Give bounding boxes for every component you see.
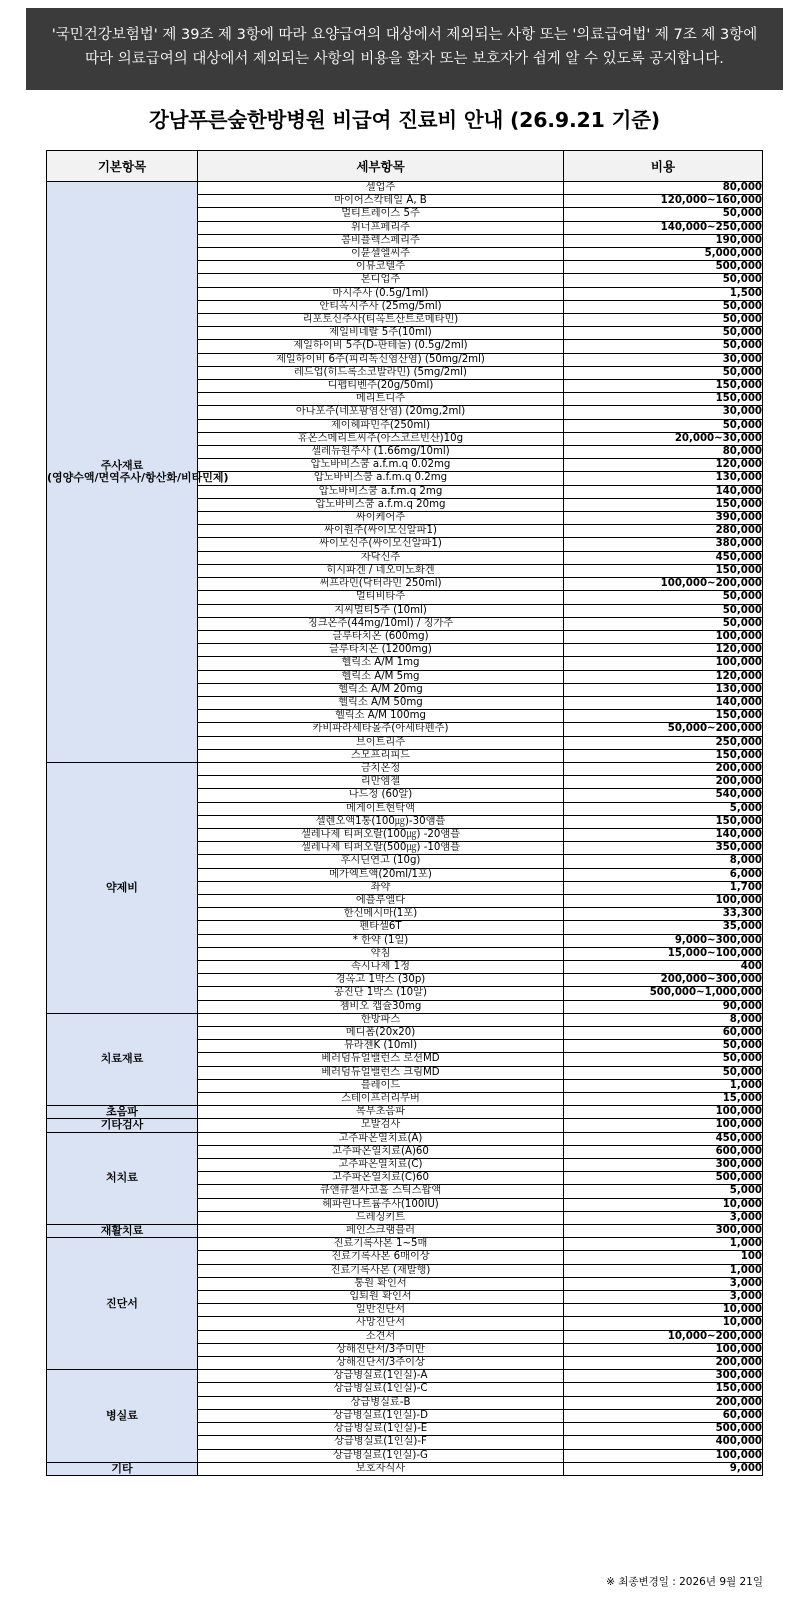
item-cell: 압노바비스쿰 a.f.m.q 2mg [198, 485, 564, 498]
item-cell: 나드정 (60알) [198, 789, 564, 802]
item-cell: 헬릭소 A/M 20mg [198, 683, 564, 696]
item-cell: 모발검사 [198, 1119, 564, 1132]
price-cell: 15,000~100,000 [564, 947, 763, 960]
table-row [47, 1238, 763, 1251]
item-cell: 제일비네랄 5주(10ml) [198, 327, 564, 340]
price-cell: 120,000 [564, 644, 763, 657]
item-cell: 휴온스메리트씨주(아스코르빈산)10g [198, 432, 564, 445]
item-cell: 복부초음파 [198, 1106, 564, 1119]
price-cell: 500,000 [564, 1423, 763, 1436]
price-cell: 500,000~1,000,000 [564, 987, 763, 1000]
item-cell: 베러덤듀얼밸런스 로션MD [198, 1053, 564, 1066]
price-cell: 130,000 [564, 472, 763, 485]
item-cell: 위너프페리주 [198, 221, 564, 234]
item-cell: 히시파겐 / 네오미노화겐 [198, 564, 564, 577]
category-cell: 병실료 [47, 1370, 198, 1462]
price-cell: 3,000 [564, 1277, 763, 1290]
price-cell: 15,000 [564, 1093, 763, 1106]
item-cell: 리포토신주사(티옥트산트로메타민) [198, 314, 564, 327]
table-row [47, 1132, 763, 1145]
table-row [47, 1013, 763, 1026]
item-cell: 상급병실료(1인실)-A [198, 1370, 564, 1383]
last-updated-note: ※ 최종변경일 : 2026년 9월 21일 [606, 1576, 763, 1588]
item-cell: 소견서 [198, 1330, 564, 1343]
category-cell: 기타검사 [47, 1119, 198, 1132]
item-cell: 아나포주(네포팜염산염) (20mg,2ml) [198, 406, 564, 419]
item-cell: 상급병실료(1인실)-F [198, 1436, 564, 1449]
item-cell: 압노바비스쿰 a.f.m.q 20mg [198, 498, 564, 511]
item-cell: 본디업주 [198, 274, 564, 287]
item-cell: 싸이원주(싸이모신알파1) [198, 525, 564, 538]
category-cell: 치료재료 [47, 1013, 198, 1105]
price-cell: 390,000 [564, 512, 763, 525]
item-cell: 멀티트레이스 5주 [198, 208, 564, 221]
price-cell: 150,000 [564, 710, 763, 723]
item-cell: 싸이모신주(싸이모신알파1) [198, 538, 564, 551]
table-row [47, 1370, 763, 1383]
item-cell: 제일하이비 6주(피리독신염산염) (50mg/2ml) [198, 353, 564, 366]
item-cell: 고주파온열치료(C) [198, 1159, 564, 1172]
item-cell: 상급병실료(1인실)-E [198, 1423, 564, 1436]
price-cell: 150,000 [564, 498, 763, 511]
price-cell: 20,000~30,000 [564, 432, 763, 445]
price-cell: 200,000 [564, 1357, 763, 1370]
price-cell: 140,000 [564, 828, 763, 841]
item-cell: 통원 확인서 [198, 1277, 564, 1290]
price-cell: 100,000 [564, 1106, 763, 1119]
price-cell: 300,000 [564, 1159, 763, 1172]
item-cell: 안티옥시주사 (25mg/5ml) [198, 300, 564, 313]
header-price: 비용 [564, 151, 763, 182]
item-cell: 진료기록사본 (재발행) [198, 1264, 564, 1277]
item-cell: 메가엑트액(20ml/1포) [198, 868, 564, 881]
category-cell: 재활치료 [47, 1225, 198, 1238]
item-cell: 자닥신주 [198, 551, 564, 564]
price-cell: 8,000 [564, 1013, 763, 1026]
item-cell: 메게이트현탁액 [198, 802, 564, 815]
price-cell: 1,000 [564, 1079, 763, 1092]
item-cell: 마이어스칵테일 A, B [198, 195, 564, 208]
price-cell: 10,000 [564, 1198, 763, 1211]
price-cell: 3,000 [564, 1291, 763, 1304]
item-cell: 마시주사 (0.5g/1ml) [198, 287, 564, 300]
header-item: 세부항목 [198, 151, 564, 182]
price-cell: 5,000,000 [564, 248, 763, 261]
item-cell: 한방파스 [198, 1013, 564, 1026]
category-cell: 기타 [47, 1462, 198, 1475]
item-cell: 이뮤코텔주 [198, 261, 564, 274]
item-cell: 한신메시마(1포) [198, 908, 564, 921]
item-cell: 싸이케어주 [198, 512, 564, 525]
price-cell: 120,000 [564, 459, 763, 472]
item-cell: 셀레나제 티퍼오랄(500㎍) -10앰플 [198, 842, 564, 855]
price-cell: 90,000 [564, 1000, 763, 1013]
price-cell: 9,000 [564, 1462, 763, 1475]
category-cell: 초음파 [47, 1106, 198, 1119]
item-cell: 글루타치온 (600mg) [198, 630, 564, 643]
price-cell: 100,000~200,000 [564, 578, 763, 591]
item-cell: 상해진단서/3주미만 [198, 1343, 564, 1356]
price-cell: 140,000 [564, 696, 763, 709]
item-cell: 고주파온열치료(A)60 [198, 1145, 564, 1158]
header-category: 기본항목 [47, 151, 198, 182]
price-cell: 50,000 [564, 340, 763, 353]
table-row [47, 1225, 763, 1238]
price-cell: 100,000 [564, 1119, 763, 1132]
item-cell: 헬릭소 A/M 5mg [198, 670, 564, 683]
price-cell: 50,000 [564, 1066, 763, 1079]
item-cell: 진료기록사본 6매이상 [198, 1251, 564, 1264]
price-cell: 500,000 [564, 1172, 763, 1185]
item-cell: 셀레뉴원주사 (1.66mg/10ml) [198, 446, 564, 459]
price-cell: 400 [564, 960, 763, 973]
item-cell: 에플루엘다 [198, 894, 564, 907]
price-cell: 1,700 [564, 881, 763, 894]
price-cell: 120,000 [564, 670, 763, 683]
price-cell: 1,000 [564, 1264, 763, 1277]
item-cell: 뮤라젠K (10ml) [198, 1040, 564, 1053]
fee-table-body [47, 182, 763, 1476]
price-cell: 150,000 [564, 749, 763, 762]
item-cell: 헬릭소 A/M 50mg [198, 696, 564, 709]
item-cell: 징크온주(44mg/10ml) / 징가주 [198, 617, 564, 630]
table-row [47, 762, 763, 775]
item-cell: 페인스크램블러 [198, 1225, 564, 1238]
price-cell: 30,000 [564, 406, 763, 419]
item-cell: 펜타셀6T [198, 921, 564, 934]
price-cell: 8,000 [564, 855, 763, 868]
price-cell: 3,000 [564, 1211, 763, 1224]
price-cell: 50,000 [564, 274, 763, 287]
price-cell: 200,000 [564, 776, 763, 789]
price-cell: 200,000 [564, 762, 763, 775]
price-cell: 100,000 [564, 894, 763, 907]
price-cell: 150,000 [564, 380, 763, 393]
item-cell: 고주파온열치료(A) [198, 1132, 564, 1145]
price-cell: 540,000 [564, 789, 763, 802]
item-cell: 셀레나제 티퍼오랄(100㎍) -20앰플 [198, 828, 564, 841]
item-cell: 후시딘연고 (10g) [198, 855, 564, 868]
item-cell: 셀렌오액1통(100㎍)-30앰플 [198, 815, 564, 828]
item-cell: 리만엠젤 [198, 776, 564, 789]
price-cell: 190,000 [564, 234, 763, 247]
item-cell: 고주파온열치료(C)60 [198, 1172, 564, 1185]
price-cell: 50,000 [564, 1053, 763, 1066]
price-cell: 10,000~200,000 [564, 1330, 763, 1343]
fee-table [46, 150, 763, 1476]
table-row [47, 1106, 763, 1119]
category-cell: 처치료 [47, 1132, 198, 1224]
item-cell: 블레이드 [198, 1079, 564, 1092]
notice-banner [26, 8, 783, 90]
item-cell: 상급병실료(1인실)-D [198, 1409, 564, 1422]
item-cell: 셀업주 [198, 182, 564, 195]
price-cell: 30,000 [564, 353, 763, 366]
price-cell: 400,000 [564, 1436, 763, 1449]
item-cell: 글루타치온 (1200mg) [198, 644, 564, 657]
item-cell: 지씨멀티5주 (10ml) [198, 604, 564, 617]
price-cell: 150,000 [564, 564, 763, 577]
item-cell: 콤비플렉스페리주 [198, 234, 564, 247]
item-cell: 헬릭소 A/M 1mg [198, 657, 564, 670]
price-cell: 100 [564, 1251, 763, 1264]
price-cell: 350,000 [564, 842, 763, 855]
item-cell: 브이트리주 [198, 736, 564, 749]
notice-line-2: 따라 의료급여의 대상에서 제외되는 사항의 비용을 환자 또는 보호자가 쉽게 알 수 있도록 공지합니다. [85, 51, 724, 67]
item-cell: 이뮨셀엘씨주 [198, 248, 564, 261]
price-cell: 50,000 [564, 208, 763, 221]
item-cell: 스테이프러리무버 [198, 1093, 564, 1106]
price-cell: 80,000 [564, 182, 763, 195]
item-cell: 상해진단서/3주이상 [198, 1357, 564, 1370]
item-cell: 압노바비스쿰 a.f.m.q 0.2mg [198, 472, 564, 485]
category-cell: 진단서 [47, 1238, 198, 1370]
notice-line-1: '국민건강보험법' 제 39조 제 3항에 따라 요양급여의 대상에서 제외되는 사항 또는 '의료급여법' 제 7조 제 3항에 [51, 27, 758, 43]
item-cell: 제일하이비 5주(D-판테놀) (0.5g/2ml) [198, 340, 564, 353]
price-cell: 300,000 [564, 1370, 763, 1383]
price-cell: 50,000 [564, 591, 763, 604]
price-cell: 10,000 [564, 1317, 763, 1330]
price-cell: 450,000 [564, 551, 763, 564]
price-cell: 5,000 [564, 1185, 763, 1198]
price-cell: 130,000 [564, 683, 763, 696]
price-cell: 50,000 [564, 419, 763, 432]
item-cell: 진료기록사본 1~5매 [198, 1238, 564, 1251]
price-cell: 50,000~200,000 [564, 723, 763, 736]
item-cell: 금치온정 [198, 762, 564, 775]
item-cell: 상급병실료(1인실)-G [198, 1449, 564, 1462]
price-cell: 50,000 [564, 604, 763, 617]
item-cell: 좌약 [198, 881, 564, 894]
item-cell: 상급병실료(1인실)-C [198, 1383, 564, 1396]
price-cell: 600,000 [564, 1145, 763, 1158]
price-cell: 380,000 [564, 538, 763, 551]
page-title: 강남푸른숲한방병원 비급여 진료비 안내 (26.9.21 기준) [149, 108, 660, 132]
item-cell: 카비파라세타몰주(아세타펜주) [198, 723, 564, 736]
price-cell: 120,000~160,000 [564, 195, 763, 208]
price-cell: 100,000 [564, 657, 763, 670]
item-cell: * 한약 (1일) [198, 934, 564, 947]
table-row [47, 182, 763, 195]
item-cell: 젬비오 캡슐30mg [198, 1000, 564, 1013]
price-cell: 50,000 [564, 617, 763, 630]
item-cell: 써프라민(닥터라민 250ml) [198, 578, 564, 591]
category-cell: 약제비 [47, 762, 198, 1013]
price-cell: 1,500 [564, 287, 763, 300]
item-cell: 드레싱키트 [198, 1211, 564, 1224]
price-cell: 33,300 [564, 908, 763, 921]
price-cell: 60,000 [564, 1409, 763, 1422]
item-cell: 디펩티벤주(20g/50ml) [198, 380, 564, 393]
category-cell: 주사재료 (영양수액/면역주사/항산화/비타민제) [47, 182, 198, 763]
price-cell: 80,000 [564, 446, 763, 459]
price-cell: 250,000 [564, 736, 763, 749]
item-cell: 멀티비타주 [198, 591, 564, 604]
item-cell: 보호자식사 [198, 1462, 564, 1475]
item-cell: 사망진단서 [198, 1317, 564, 1330]
table-row [47, 1462, 763, 1475]
price-cell: 50,000 [564, 366, 763, 379]
item-cell: 공진단 1박스 (10알) [198, 987, 564, 1000]
item-cell: 헤파린나트륨주사(100IU) [198, 1198, 564, 1211]
price-cell: 9,000~300,000 [564, 934, 763, 947]
item-cell: 메리트디주 [198, 393, 564, 406]
price-cell: 6,000 [564, 868, 763, 881]
item-cell: 제이헤파민주(250ml) [198, 419, 564, 432]
price-cell: 35,000 [564, 921, 763, 934]
price-cell: 5,000 [564, 802, 763, 815]
price-cell: 10,000 [564, 1304, 763, 1317]
price-cell: 150,000 [564, 815, 763, 828]
item-cell: 레드업(히드록소코발라민) (5mg/2ml) [198, 366, 564, 379]
price-cell: 150,000 [564, 1383, 763, 1396]
price-cell: 100,000 [564, 630, 763, 643]
price-cell: 1,000 [564, 1238, 763, 1251]
item-cell: 속시나제 1정 [198, 960, 564, 973]
item-cell: 상급병실료-B [198, 1396, 564, 1409]
item-cell: 베러덤듀얼밸런스 크림MD [198, 1066, 564, 1079]
price-cell: 140,000 [564, 485, 763, 498]
table-header-row [47, 151, 763, 182]
item-cell: 압노바비스쿰 a.f.m.q 0.02mg [198, 459, 564, 472]
table-row [47, 1119, 763, 1132]
item-cell: 헬릭소 A/M 100mg [198, 710, 564, 723]
price-cell: 500,000 [564, 261, 763, 274]
price-cell: 140,000~250,000 [564, 221, 763, 234]
price-cell: 200,000 [564, 1396, 763, 1409]
price-cell: 280,000 [564, 525, 763, 538]
item-cell: 입퇴원 확인서 [198, 1291, 564, 1304]
item-cell: 스모프리피드 [198, 749, 564, 762]
price-cell: 450,000 [564, 1132, 763, 1145]
price-cell: 50,000 [564, 314, 763, 327]
price-cell: 100,000 [564, 1449, 763, 1462]
item-cell: 큐앤큐젤사코홀 스틱스왑액 [198, 1185, 564, 1198]
item-cell: 메디폼(20x20) [198, 1027, 564, 1040]
price-cell: 150,000 [564, 393, 763, 406]
item-cell: 약침 [198, 947, 564, 960]
price-cell: 50,000 [564, 1040, 763, 1053]
item-cell: 일반진단서 [198, 1304, 564, 1317]
price-cell: 200,000~300,000 [564, 974, 763, 987]
price-cell: 50,000 [564, 327, 763, 340]
item-cell: 경옥고 1박스 (30p) [198, 974, 564, 987]
price-cell: 100,000 [564, 1343, 763, 1356]
price-cell: 300,000 [564, 1225, 763, 1238]
price-cell: 60,000 [564, 1027, 763, 1040]
price-cell: 50,000 [564, 300, 763, 313]
